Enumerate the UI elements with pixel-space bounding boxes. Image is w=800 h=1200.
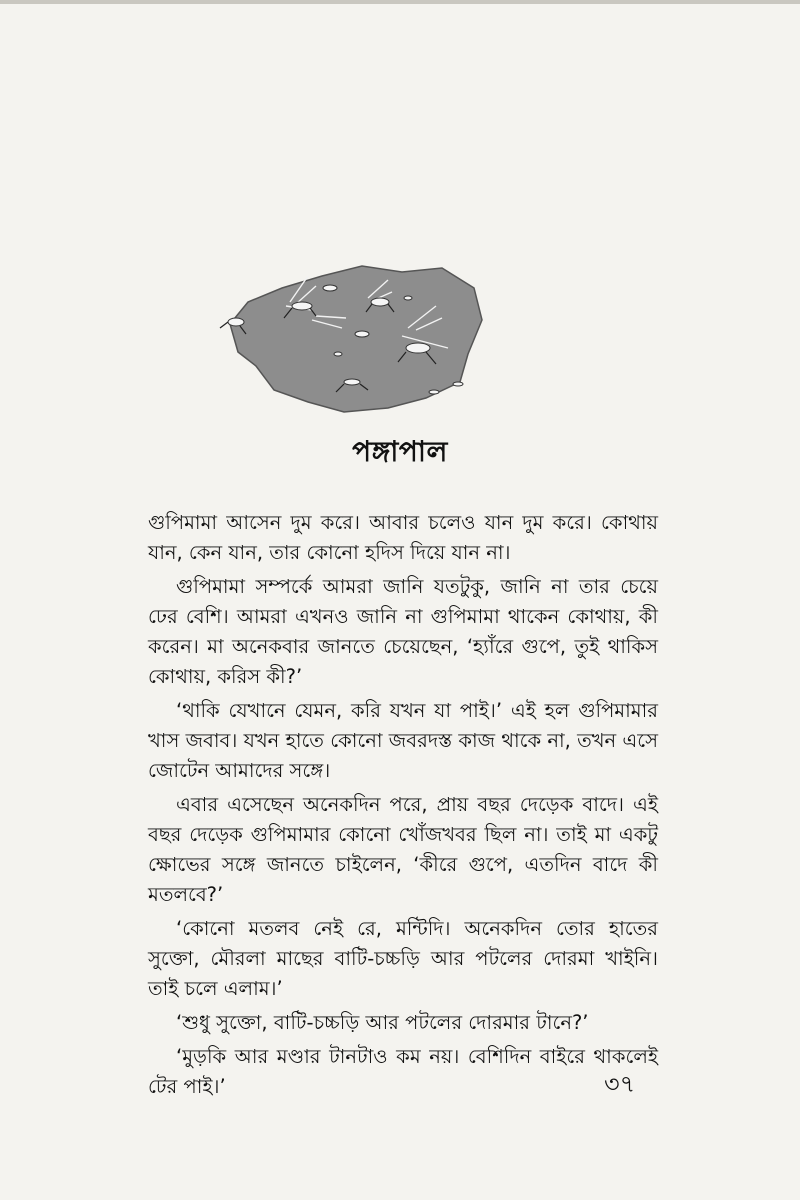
page-top-edge [0,0,800,4]
chapter-title: পঙ্গাপাল [352,435,448,468]
paragraph: ‘কোনো মতলব নেই রে, মন্টিদি। অনেকদিন তোর হাতের সুক্তো, মৌরলা মাছের বাটি-চচ্চড়ি আর পটলের দোরমা খাইনি। তাই চলে এলাম।’ [148,917,658,1000]
locust-swarm-illustration [212,258,490,416]
page-number: ৩৭ [604,1070,636,1098]
paragraph: ‘থাকি যেখানে যেমন, করি যখন যা পাই।’ এই হল গুপিমামার খাস জবাব। যখন হাতে কোনো জবরদস্ত কাজ থাকে না, তখন এসে জোটেন আমাদের সঙ্গে। [148,699,658,782]
paragraph: এবার এসেছেন অনেকদিন পরে, প্রায় বছর দেড়েক বাদে। এই বছর দেড়েক গুপিমামার কোনো খোঁজখবর ছিল না। তাই মা একটু ক্ষোভের সঙ্গে জানতে চাইলেন, ‘কীরে গুপে, এতদিন বাদে কী মতলবে?’ [148,793,658,906]
paragraph: ‘শুধু সুক্তো, বাটি-চচ্চড়ি আর পটলের দোরমার টানে?’ [176,1011,589,1034]
paragraph: গুপিমামা সম্পর্কে আমরা জানি যতটুকু, জানি না তার চেয়ে ঢের বেশি। আমরা এখনও জানি না গুপিমামা থাকেন কোথায়, কী করেন। মা অনেকবার জানতে চেয়েছেন, ‘হ্যাঁরে গুপে, তুই থাকিস কোথায়, করিস কী?’ [148,575,658,688]
paragraph: গুপিমামা আসেন দুম করে। আবার চলেও যান দুম করে। কোথায় যান, কেন যান, তার কোনো হদিস দিয়ে যান না। [148,511,658,564]
chapter-body [148,508,658,1106]
paragraph: ‘মুড়কি আর মণ্ডার টানটাও কম নয়। বেশিদিন বাইরে থাকলেই টের পাই।’ [148,1045,658,1098]
